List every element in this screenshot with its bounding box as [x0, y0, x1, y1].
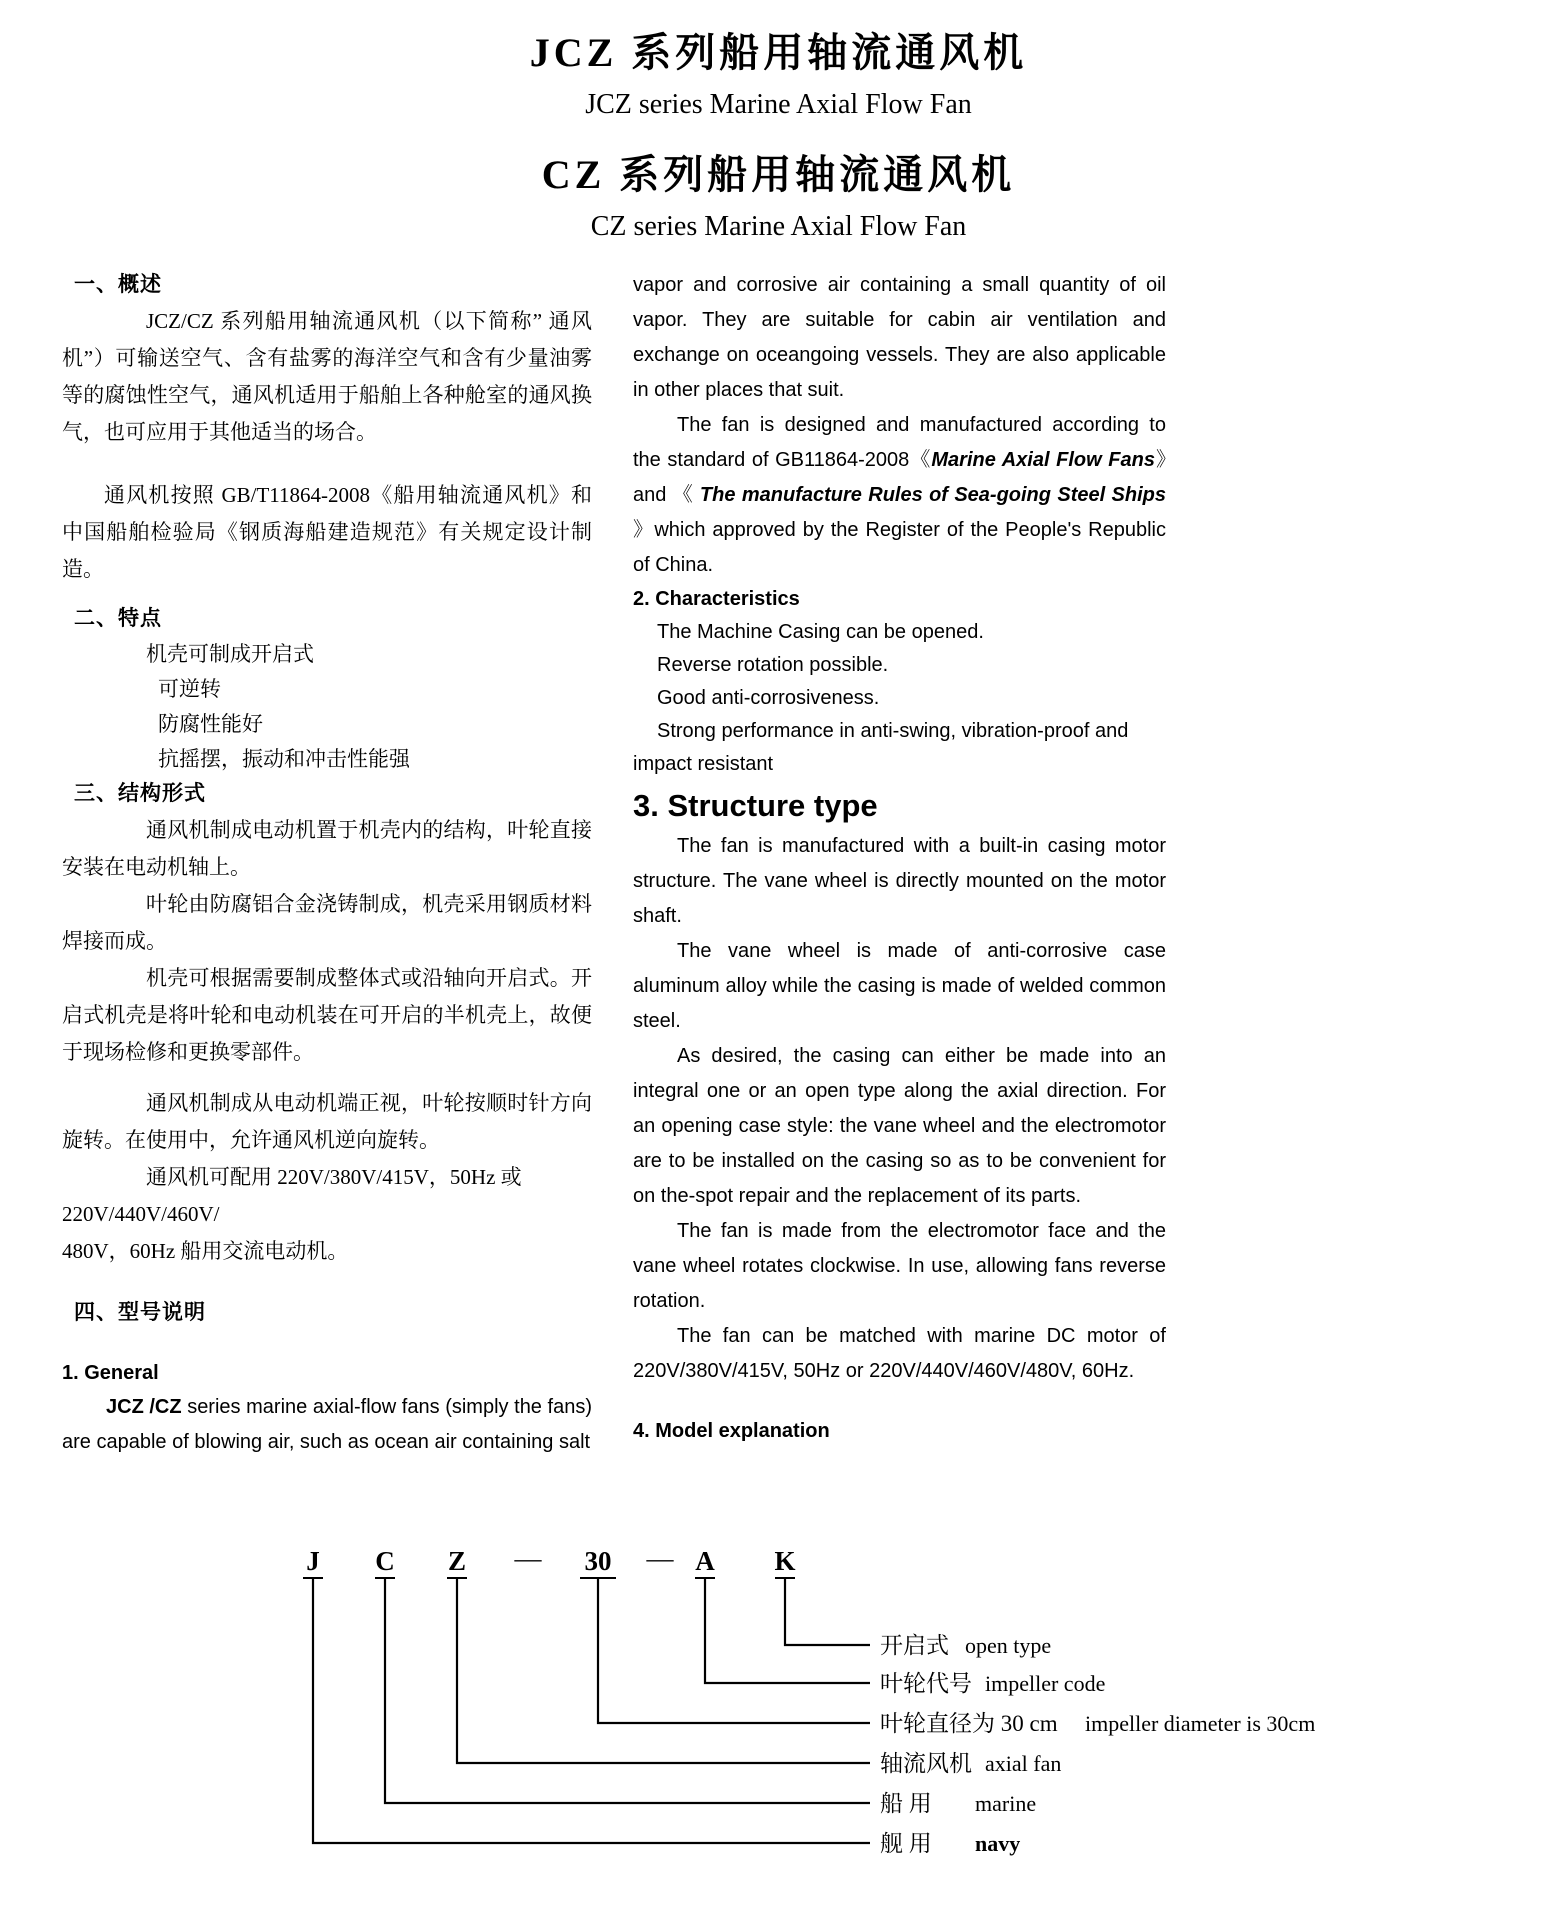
- structure-paragraph-1: 通风机制成电动机置于机壳内的结构，叶轮直接安装在电动机轴上。: [62, 818, 592, 879]
- feature-item: 防腐性能好: [158, 712, 263, 736]
- section-heading-features: 二、特点: [74, 606, 162, 630]
- standard-italic-1: Marine Axial Flow Fans: [931, 449, 1155, 471]
- overview-paragraph-1: JCZ/CZ 系列船用轴流通风机（以下简称” 通风机”）可输送空气、含有盐雾的海洋空气和含有少量油雾等的腐蚀性空气，通风机适用于船舶上各种舱室的通风换气，也可应用于其他适当的场合。: [62, 309, 592, 444]
- characteristic-item: The Machine Casing can be opened.: [657, 621, 984, 643]
- heading-general: 1. General: [62, 1362, 159, 1384]
- feature-item: 可逆转: [158, 677, 221, 701]
- section-heading-model-explanation: 四、型号说明: [74, 1300, 206, 1324]
- structure-paragraph-5b: 220V/440V/460V/: [62, 1202, 220, 1226]
- heading-characteristics: 2. Characteristics: [633, 588, 800, 610]
- feature-item: 抗摇摆，振动和冲击性能强: [158, 747, 410, 771]
- document-titles: [0, 26, 1557, 248]
- characteristic-item: [633, 715, 1166, 781]
- structure-en-paragraph-1: The fan is manufactured with a built-in casing motor structure. The vane wheel is directly mounted on the motor shaft.: [633, 835, 1166, 927]
- overview-en-paragraph-2: [633, 408, 1166, 583]
- label-marine-en: marine: [975, 1791, 1037, 1816]
- structure-paragraph-5c: 480V，60Hz 船用交流电动机。: [62, 1239, 349, 1263]
- structure-paragraph-5a: 通风机可配用 220V/380V/415V，50Hz 或: [146, 1165, 522, 1189]
- code-dash-2: —: [646, 1543, 674, 1573]
- feature-item: 机壳可制成开启式: [146, 642, 314, 666]
- label-impeller-code-cn: 叶轮代号: [880, 1671, 972, 1696]
- label-open-type-en: open type: [965, 1633, 1052, 1658]
- right-column: [633, 268, 1166, 1448]
- code-char-k: K: [774, 1546, 796, 1576]
- label-impeller-diameter-cn: 叶轮直径为 30 cm: [880, 1711, 1058, 1736]
- code-char-a: A: [695, 1546, 715, 1576]
- leader-line-impeller-diameter: [598, 1578, 870, 1723]
- code-char-30: 30: [584, 1546, 612, 1576]
- structure-en-paragraph-2: The vane wheel is made of anti-corrosive case aluminum alloy while the casing is made of welded common steel.: [633, 940, 1166, 1032]
- code-char-z: Z: [447, 1546, 467, 1576]
- model-explanation-diagram: [0, 1535, 1557, 1920]
- section-heading-overview: 一、概述: [74, 272, 162, 296]
- leader-line-axial-fan: [457, 1578, 870, 1763]
- structure-paragraph-4: 通风机制成从电动机端正视，叶轮按顺时针方向旋转。在使用中，允许通风机逆向旋转。: [62, 1091, 592, 1152]
- characteristic-item-text: Strong performance in anti-swing, vibration-proof and impact resistant: [633, 720, 1129, 775]
- label-axial-fan-en: axial fan: [985, 1751, 1062, 1776]
- standard-text-part2: 》and 《: [633, 449, 1166, 506]
- general-paragraph: [62, 1390, 592, 1460]
- title-chinese-cz: CZ 系列船用轴流通风机: [541, 152, 1016, 197]
- leader-line-impeller-code: [705, 1578, 870, 1683]
- structure-en-paragraph-3: As desired, the casing can either be made into an integral one or an open type along the axial direction. For an opening case style: the vane wheel and the electromotor are to be installed on the casing so as to be convenient for on the-spot repair and the replacement of its parts.: [633, 1045, 1166, 1207]
- heading-structure-type: 3. Structure type: [633, 788, 878, 823]
- characteristic-item: Good anti-corrosiveness.: [657, 687, 880, 709]
- code-char-j: J: [306, 1546, 320, 1576]
- structure-en-paragraph-4: The fan is made from the electromotor face and the vane wheel rotates clockwise. In use, allowing fans reverse rotation.: [633, 1220, 1166, 1312]
- standard-text-part1: The fan is designed and manufactured according to the standard of GB11864-2008《: [633, 414, 1166, 471]
- code-char-c: C: [375, 1546, 395, 1576]
- leader-line-open-type: [785, 1578, 870, 1645]
- structure-en-paragraph-5: The fan can be matched with marine DC motor of 220V/380V/415V, 50Hz or 220V/440V/460V/480V, 60Hz.: [633, 1325, 1166, 1382]
- characteristic-item: Reverse rotation possible.: [657, 654, 889, 676]
- label-navy-cn: 舰 用: [880, 1831, 932, 1856]
- code-dash-1: —: [514, 1543, 542, 1573]
- label-impeller-diameter-en: impeller diameter is 30cm: [1085, 1711, 1316, 1736]
- overview-en-paragraph-1: vapor and corrosive air containing a small quantity of oil vapor. They are suitable for cabin air ventilation and exchange on oceangoing vessels. They are also applicable in other places that suit.: [633, 274, 1166, 401]
- label-axial-fan-cn: 轴流风机: [880, 1751, 972, 1776]
- structure-paragraph-2: 叶轮由防腐铝合金浇铸制成，机壳采用钢质材料焊接而成。: [62, 892, 592, 953]
- title-english-cz: CZ series Marine Axial Flow Fan: [590, 211, 967, 242]
- standard-italic-2: The manufacture Rules of Sea-going Steel Ships: [699, 484, 1166, 506]
- label-open-type-cn: 开启式: [880, 1633, 949, 1658]
- label-marine-cn: 船 用: [880, 1791, 932, 1816]
- left-column: [62, 268, 592, 1460]
- label-navy-en: navy: [975, 1831, 1021, 1856]
- general-body-text: series marine axial-flow fans (simply the fans) are capable of blowing air, such as ocean air containing salt: [62, 1396, 592, 1453]
- section-heading-structure: 三、结构形式: [74, 781, 206, 805]
- title-chinese-jcz: JCZ 系列船用轴流通风机: [529, 30, 1028, 75]
- label-impeller-code-en: impeller code: [985, 1671, 1106, 1696]
- standard-text-part3: 》which approved by the Register of the People's Republic of China.: [633, 519, 1166, 576]
- structure-paragraph-3: 机壳可根据需要制成整体式或沿轴向开启式。开启式机壳是将叶轮和电动机装在可开启的半机壳上，故便于现场检修和更换零部件。: [62, 966, 592, 1064]
- title-english-jcz: JCZ series Marine Axial Flow Fan: [585, 89, 972, 120]
- overview-paragraph-2: 通风机按照 GB/T11864-2008《船用轴流通风机》和中国船舶检验局《钢质海船建造规范》有关规定设计制造。: [62, 483, 592, 581]
- heading-model-explanation: 4. Model explanation: [633, 1420, 830, 1442]
- general-bold-label: JCZ /CZ: [106, 1396, 182, 1418]
